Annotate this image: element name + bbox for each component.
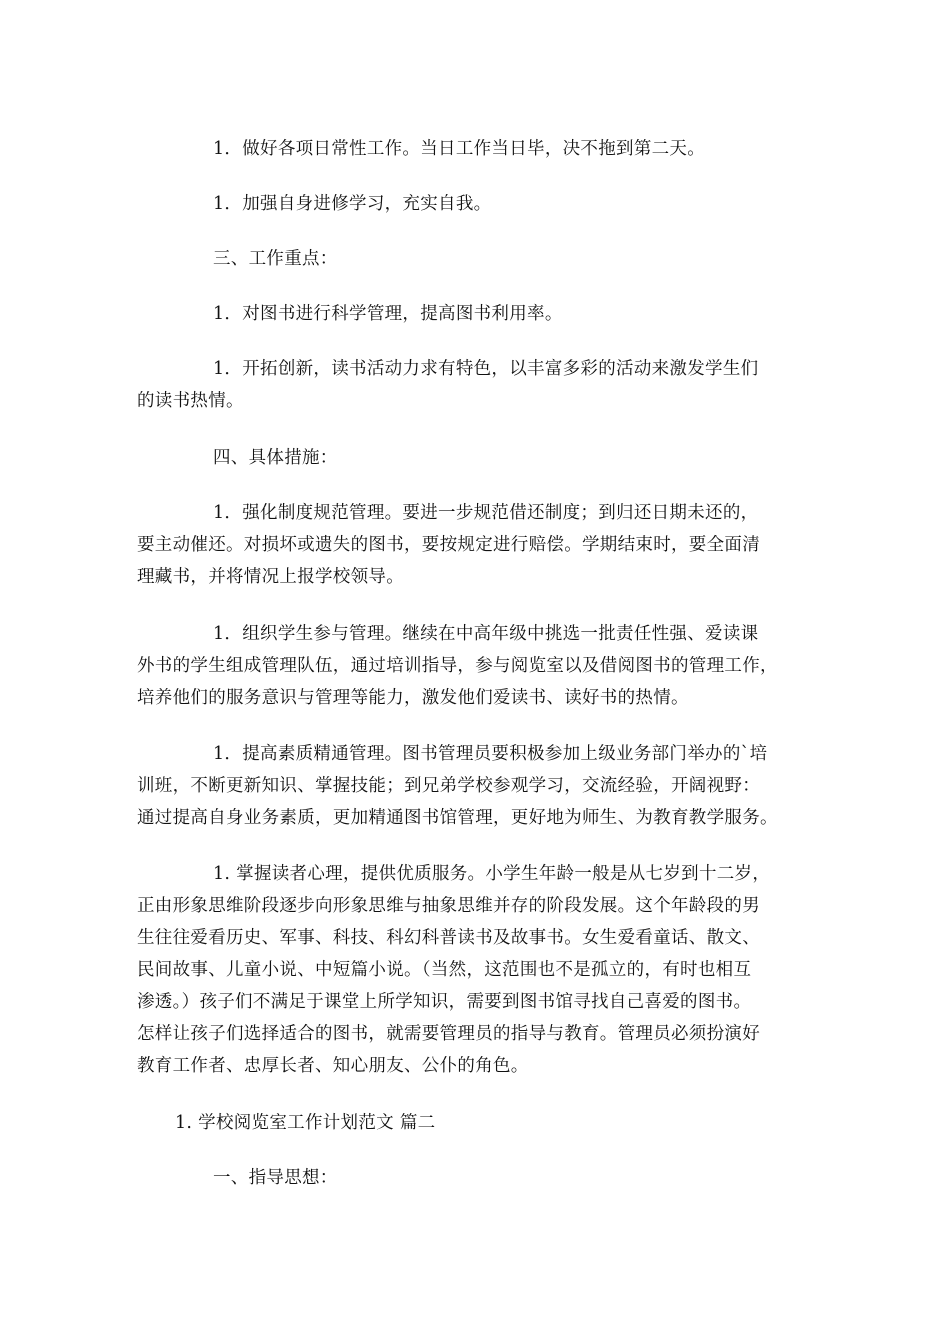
paragraph-line: 通过提高自身业务素质，更加精通图书馆管理，更好地为师生、为教育教学服务。 — [137, 808, 778, 828]
paragraph-line: 1．对图书进行科学管理，提高图书利用率。 — [213, 304, 563, 324]
paragraph-line: 怎样让孩子们选择适合的图书，就需要管理员的指导与教育。管理员必须扮演好 — [137, 1024, 760, 1044]
paragraph-line: 1．提高素质精通管理。图书管理员要积极参加上级业务部门举办的`培 — [213, 744, 768, 764]
section-heading: 一、指导思想： — [213, 1168, 338, 1188]
paragraph-line: 1．开拓创新，读书活动力求有特色，以丰富多彩的活动来激发学生们 — [213, 359, 759, 379]
paragraph-line: 1．加强自身进修学习，充实自我。 — [213, 194, 492, 214]
paragraph-line: 1．强化制度规范管理。要进一步规范借还制度；到归还日期未还的， — [213, 503, 759, 523]
paragraph-line: 正由形象思维阶段逐步向形象思维与抽象思维并存的阶段发展。这个年龄段的男 — [137, 896, 760, 916]
article-title: 1. 学校阅览室工作计划范文 篇二 — [175, 1113, 436, 1133]
section-heading: 三、工作重点： — [213, 249, 338, 269]
paragraph-line: 1. 掌握读者心理，提供优质服务。小学生年龄一般是从七岁到十二岁， — [213, 864, 771, 884]
paragraph-line: 训班，不断更新知识、掌握技能；到兄弟学校参观学习，交流经验，开阔视野： — [137, 776, 760, 796]
paragraph-line: 外书的学生组成管理队伍，通过培训指导，参与阅览室以及借阅图书的管理工作， — [137, 656, 778, 676]
paragraph-line: 1．做好各项日常性工作。当日工作当日毕，决不拖到第二天。 — [213, 139, 706, 159]
paragraph-line: 教育工作者、忠厚长者、知心朋友、公仆的角色。 — [137, 1056, 529, 1076]
paragraph-line: 生往往爱看历史、军事、科技、科幻科普读书及故事书。女生爱看童话、散文、 — [137, 928, 760, 948]
paragraph-line: 的读书热情。 — [137, 391, 244, 411]
paragraph-line: 要主动催还。对损坏或遗失的图书，要按规定进行赔偿。学期结束时，要全面清 — [137, 535, 760, 555]
paragraph-line: 1．组织学生参与管理。继续在中高年级中挑选一批责任性强、爱读课 — [213, 624, 759, 644]
paragraph-line: 理藏书，并将情况上报学校领导。 — [137, 567, 404, 587]
paragraph-line: 渗透。）孩子们不满足于课堂上所学知识，需要到图书馆寻找自己喜爱的图书。 — [137, 992, 752, 1012]
paragraph-line: 民间故事、儿童小说、中短篇小说。（当然，这范围也不是孤立的，有时也相互 — [137, 960, 752, 980]
paragraph-line: 培养他们的服务意识与管理等能力，激发他们爱读书、读好书的热情。 — [137, 688, 689, 708]
section-heading: 四、具体措施： — [213, 448, 338, 468]
